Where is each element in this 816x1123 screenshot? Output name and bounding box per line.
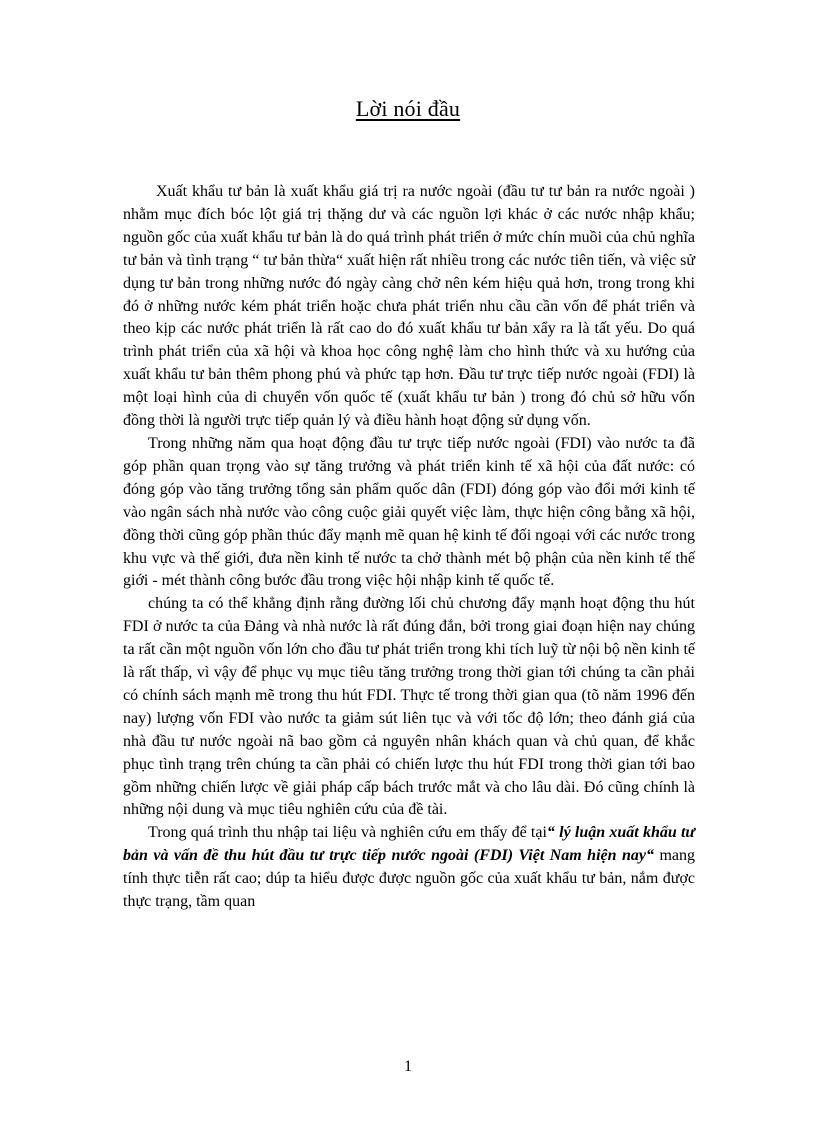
paragraph-1: Xuất khẩu tư bản là xuất khẩu giá trị ra nước ngoài (đầu tư tư bản ra nước ngoài ) nhằm mục đích bóc lột giá trị thặng dư và các nguồn lợi khác ở các nước nhập khẩu; nguồn gốc của xuất khẩu tư bản là do quá trình phát triển ở mức chín muồi của chủ nghĩa tư bản và tình trạng “ tư bản thừa“ xuất hiện rất nhiều trong các nước tiên tiến, và việc sử dụng tư bản trong những nước đó ngày càng chở nên kém hiệu quả hơn, trong trong khi đó ở những nước kém phát triển hoặc chưa phát triển nhu cầu cần vốn để phát triển và theo kịp các nước phát triển là rất cao do đó xuất khẩu tư bản xẩy ra là tất yếu. Do quá trình phát triển của xã hội và khoa học công nghệ làm cho hình thức và xu hướng của xuất khẩu tư bản thêm phong phú và phức tạp hơn. Đầu tư trực tiếp nước ngoài (FDI) là một loại hình của di chuyển vốn quốc tế (xuất khẩu tư bản ) trong đó chủ sở hữu vốn đồng thời là người trực tiếp quản lý và điều hành hoạt động sử dụng vốn.: [123, 183, 695, 430]
paragraph-4: [123, 822, 695, 914]
paragraph-4-lead: Trong quá trình thu nhập tai liệu và nghiên cứu em thấy để tại: [148, 824, 547, 842]
paragraph-3: chúng ta có thể khẳng định rằng đường lối chủ chương đẩy mạnh hoạt động thu hút FDI ở nước ta của Đảng và nhà nước là rất đúng đắn, bởi trong giai đoạn hiện nay chúng ta rất cần một nguồn vốn lớn cho đầu tư phát triển trong khi tích luỹ từ nội bộ nền kinh tế là rất thấp, vì vậy để phục vụ mục tiêu tăng trưởng trong thời gian tới chúng ta cần phải có chính sách mạnh mẽ trong thu hút FDI. Thực tế trong thời gian qua (tõ năm 1996 đến nay) lượng vốn FDI vào nước ta giảm sút liên tục và với tốc độ lớn; theo đánh giá của nhà đầu tư nước ngoài nã bao gồm cả nguyên nhân khách quan và chủ quan, để khắc phục tình trạng trên chúng ta cần phải có chiến lược thu hút FDI trong thời gian tới bao gồm những chiến lược về giải pháp cấp bách trước mắt và cho lâu dài. Đó cũng chính là những nội dung và mục tiêu nghiên cứu của đề tài.: [123, 595, 695, 819]
paragraph-4-topic: “ lý luận xuất khẩu tư bản và vấn đề thu hút đầu tư trực tiếp nước ngoài (FDI) Việt Nam hiện nay“: [123, 824, 696, 865]
page-title: Lời nói đầu: [355, 96, 461, 121]
paragraph-2: Trong những năm qua hoạt động đầu tư trực tiếp nước ngoài (FDI) vào nước ta đã góp phần quan trọng vào sự tăng trưởng và phát triển kinh tế xã hội của đất nước: có đóng góp vào tăng trưởng tổng sản phẩm quốc dân (FDI) đóng góp vào đổi mới kinh tế vào ngân sách nhà nước vào công cuộc giải quyết việc làm, thực hiện công bằng xã hội, đồng thời cũng góp phần thúc đẩy mạnh mẽ quan hệ kinh tế đối ngoại với các nước trong khu vực và thế giới, đưa nền kinh tế nước ta chở thành mét bộ phận của nền kinh tế thế giới - mét thành công bước đầu trong việc hội nhập kinh tế quốc tế.: [123, 434, 695, 590]
paragraph-4-tail: mang tính thực tiễn rất cao; dúp ta hiểu được được nguồn gốc của xuất khẩu tư bản, nắm được thực trạng, tầm quan: [123, 847, 696, 911]
page-number: 1: [404, 1058, 412, 1075]
body-text: [123, 181, 695, 914]
